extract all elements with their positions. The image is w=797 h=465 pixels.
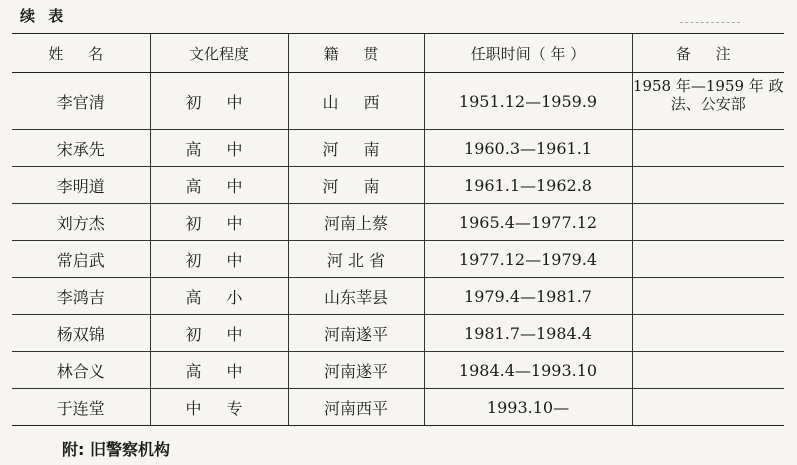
header-note: 备 注 [632, 34, 784, 73]
cell-origin: 河南遂平 [288, 315, 424, 352]
header-education: 文化程度 [150, 34, 288, 73]
table-row [12, 352, 784, 389]
cell-note [632, 315, 784, 352]
appendix-heading: 附: 旧警察机构 [62, 440, 170, 459]
cell-name: 杨双锦 [12, 315, 150, 352]
cell-name: 李鸿吉 [12, 278, 150, 315]
cell-education: 初 中 [150, 315, 288, 352]
cell-origin: 河南遂平 [288, 352, 424, 389]
cell-education: 初 中 [150, 73, 288, 130]
cell-origin: 河南上蔡 [288, 204, 424, 241]
cell-term: 1979.4—1981.7 [424, 278, 632, 315]
cell-origin: 河 北 省 [288, 241, 424, 278]
table-row [12, 278, 784, 315]
cell-education: 初 中 [150, 204, 288, 241]
cell-note [632, 352, 784, 389]
table-row [12, 241, 784, 278]
table-row [12, 204, 784, 241]
cell-origin: 山 西 [288, 73, 424, 130]
cell-note [632, 278, 784, 315]
header-name: 姓 名 [12, 34, 150, 73]
cell-term: 1951.12—1959.9 [424, 73, 632, 130]
table-row [12, 73, 784, 130]
table-row [12, 167, 784, 204]
cell-origin: 河 南 [288, 130, 424, 167]
cell-note [632, 204, 784, 241]
cell-education: 高 中 [150, 130, 288, 167]
cell-name: 李官清 [12, 73, 150, 130]
cell-term: 1993.10— [424, 389, 632, 426]
cell-name: 于连堂 [12, 389, 150, 426]
cell-education: 中 专 [150, 389, 288, 426]
cell-note: 1958 年—1959 年 政法、公安部 [632, 73, 784, 130]
cell-origin: 河 南 [288, 167, 424, 204]
cell-note [632, 241, 784, 278]
cell-term: 1961.1—1962.8 [424, 167, 632, 204]
cell-education: 初 中 [150, 241, 288, 278]
cell-term: 1960.3—1961.1 [424, 130, 632, 167]
cell-education: 高 中 [150, 352, 288, 389]
cell-term: 1965.4—1977.12 [424, 204, 632, 241]
personnel-table [12, 33, 784, 426]
cell-education: 高 小 [150, 278, 288, 315]
table-row [12, 315, 784, 352]
table-header-row [12, 34, 784, 73]
cell-term: 1981.7—1984.4 [424, 315, 632, 352]
cell-name: 刘方杰 [12, 204, 150, 241]
header-term: 任职时间（ 年 ） [424, 34, 632, 73]
cell-term: 1977.12—1979.4 [424, 241, 632, 278]
cell-term: 1984.4—1993.10 [424, 352, 632, 389]
cell-name: 宋承先 [12, 130, 150, 167]
cell-origin: 河南西平 [288, 389, 424, 426]
header-origin: 籍 贯 [288, 34, 424, 73]
cell-name: 林合义 [12, 352, 150, 389]
cell-note [632, 389, 784, 426]
cell-name: 李明道 [12, 167, 150, 204]
scan-mark [680, 22, 740, 23]
cell-origin: 山东莘县 [288, 278, 424, 315]
table-row [12, 389, 784, 426]
cell-note [632, 167, 784, 204]
continued-table-label: 续 表 [20, 7, 68, 25]
cell-name: 常启武 [12, 241, 150, 278]
cell-education: 高 中 [150, 167, 288, 204]
table-row [12, 130, 784, 167]
cell-note [632, 130, 784, 167]
